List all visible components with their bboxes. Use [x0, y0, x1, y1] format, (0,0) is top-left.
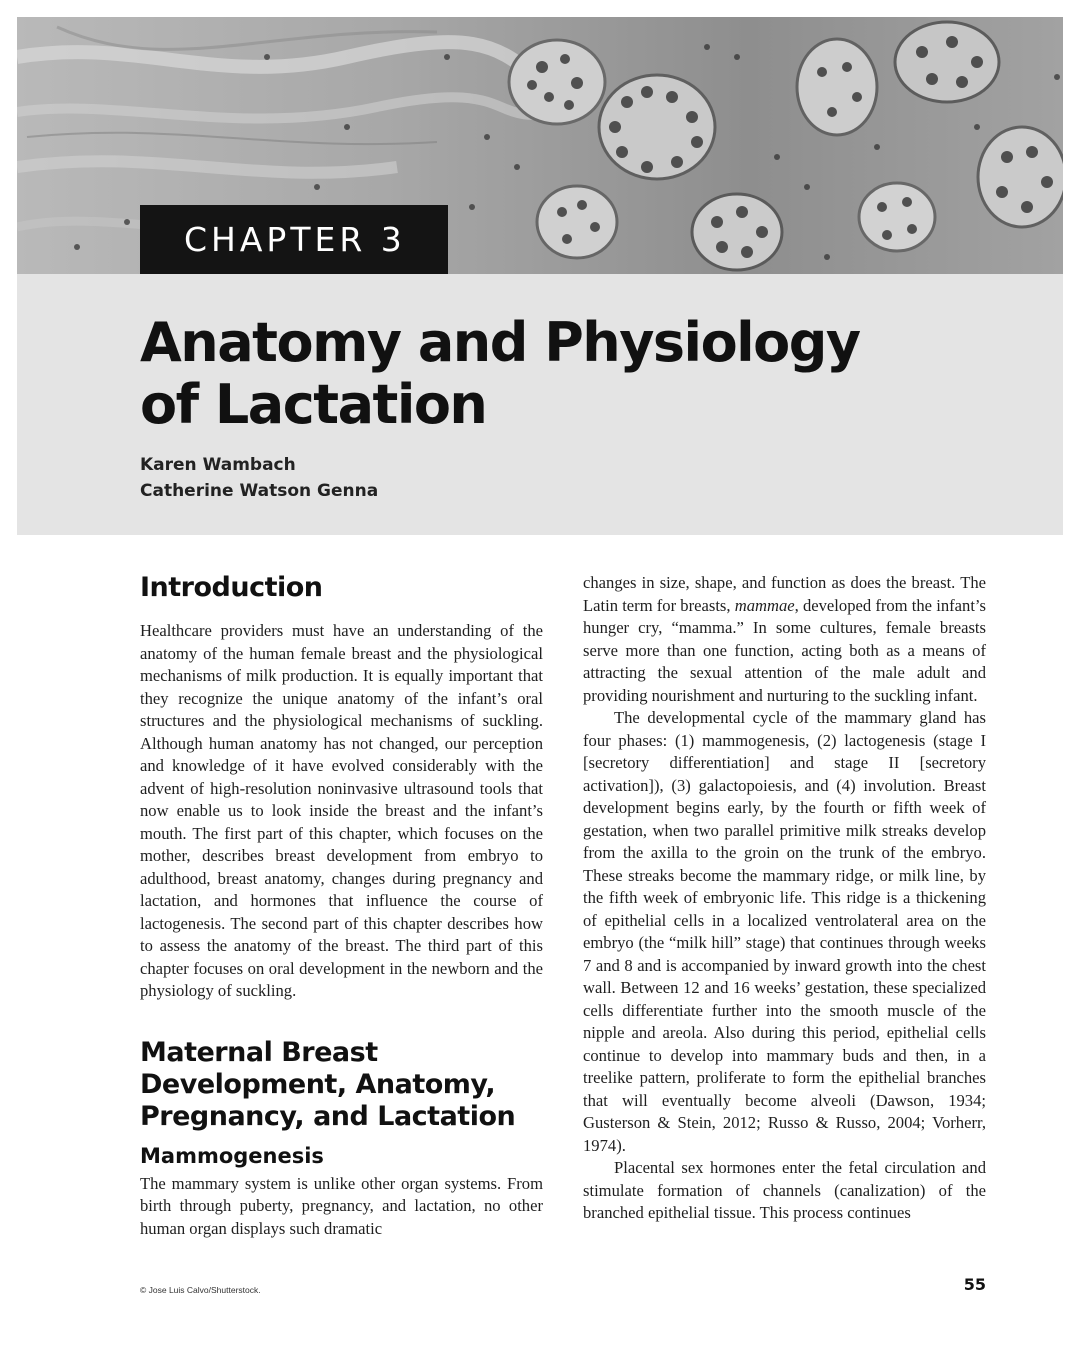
right-paragraph-1-part-a: changes in size, shape, and function as does the breast. The Latin term for breasts, [583, 573, 986, 615]
maternal-breast-heading [140, 1037, 543, 1133]
mammogenesis-paragraph: The mammary system is unlike other organ systems. From birth through puberty, pregnancy, and lactation, no other human organ displays such dramatic [140, 1173, 543, 1238]
introduction-paragraph: Healthcare providers must have an understanding of the anatomy of the human female breast and the physiological mechanisms of milk production. It is equally important that they recognize the unique anatomy of the infant’s oral structures and the physiological mechanisms of suckling. Although human anatomy has not changed, our perception and knowledge of it have evolved considerably with the advent of high-resolution noninvasive ultrasound tools that now enable us to look inside the breast and the infant’s mouth. The first part of this chapter, which focuses on the mother, describes breast development from embryo to adulthood, breast anatomy, changes during pregnancy and lactation, and hormones that influence the course of lactogenesis. The second part of this chapter describes how to assess the anatomy of the breast. The third part of this chapter focuses on oral development in the newborn and the physiology of suckling. [140, 621, 543, 1000]
latin-term-mammae: mammae [734, 595, 795, 615]
author-name: Karen Wambach [140, 455, 296, 475]
maternal-breast-heading-line-2: Development, Anatomy, [140, 1068, 496, 1100]
author-list [140, 452, 378, 504]
chapter-title [140, 312, 860, 436]
right-paragraph-1-part-b: , developed from the infant’s hunger cry, “mamma.” In some cultures, female breasts serve more than one function, acting both as a means of attracting the sexual attention of the male adult and providing nourishment and nurturing to the suckling infant. [583, 595, 986, 705]
introduction-heading: Introduction [140, 572, 323, 603]
chapter-title-line-1: Anatomy and Physiology [140, 311, 860, 374]
maternal-breast-heading-line-3: Pregnancy, and Lactation [140, 1100, 516, 1132]
right-paragraph-1 [583, 572, 986, 707]
chapter-label: CHAPTER 3 [140, 205, 448, 274]
image-credit: © Jose Luis Calvo/Shutterstock. [140, 1285, 261, 1295]
mammogenesis-heading: Mammogenesis [140, 1143, 324, 1168]
right-column [583, 572, 986, 1225]
left-column [140, 572, 543, 1240]
right-paragraph-2: The developmental cycle of the mammary gland has four phases: (1) mammogenesis, (2) lactogenesis (stage I [secretory differentiation] and stage II [secretory activation]), (3) galactopoiesis, and (4) involution. Breast development begins early, by the fourth or fifth week of gestation, when two parallel primitive milk streaks develop from the axilla to the groin on the trunk of the embryo. These streaks become the mammary ridge, or milk line, by the fifth week of embryonic life. This ridge is a thickening of epithelial cells in a localized ventrolateral area on the embryo (the “milk hill” stage) that continues through weeks 7 and 8 and is accompanied by inward growth into the chest wall. Between 12 and 16 weeks’ gestation, these specialized cells differentiate further into the smooth muscle of the nipple and areola. Also during this period, epithelial cells continue to develop into mammary buds and then, in a treelike pattern, proliferate to form the epithelial branches that will eventually become alveoli (Dawson, 1934; Gusterson & Stein, 2012; Russo & Russo, 2004; Vorherr, 1974). [583, 708, 986, 1155]
page-number: 55 [963, 1275, 986, 1294]
maternal-breast-heading-line-1: Maternal Breast [140, 1036, 378, 1068]
author-name: Catherine Watson Genna [140, 481, 379, 501]
right-paragraph-3: Placental sex hormones enter the fetal circulation and stimulate formation of channels (canalization) of the branched epithelial tissue. This process continues [583, 1158, 986, 1222]
chapter-title-line-2: of Lactation [140, 373, 487, 436]
